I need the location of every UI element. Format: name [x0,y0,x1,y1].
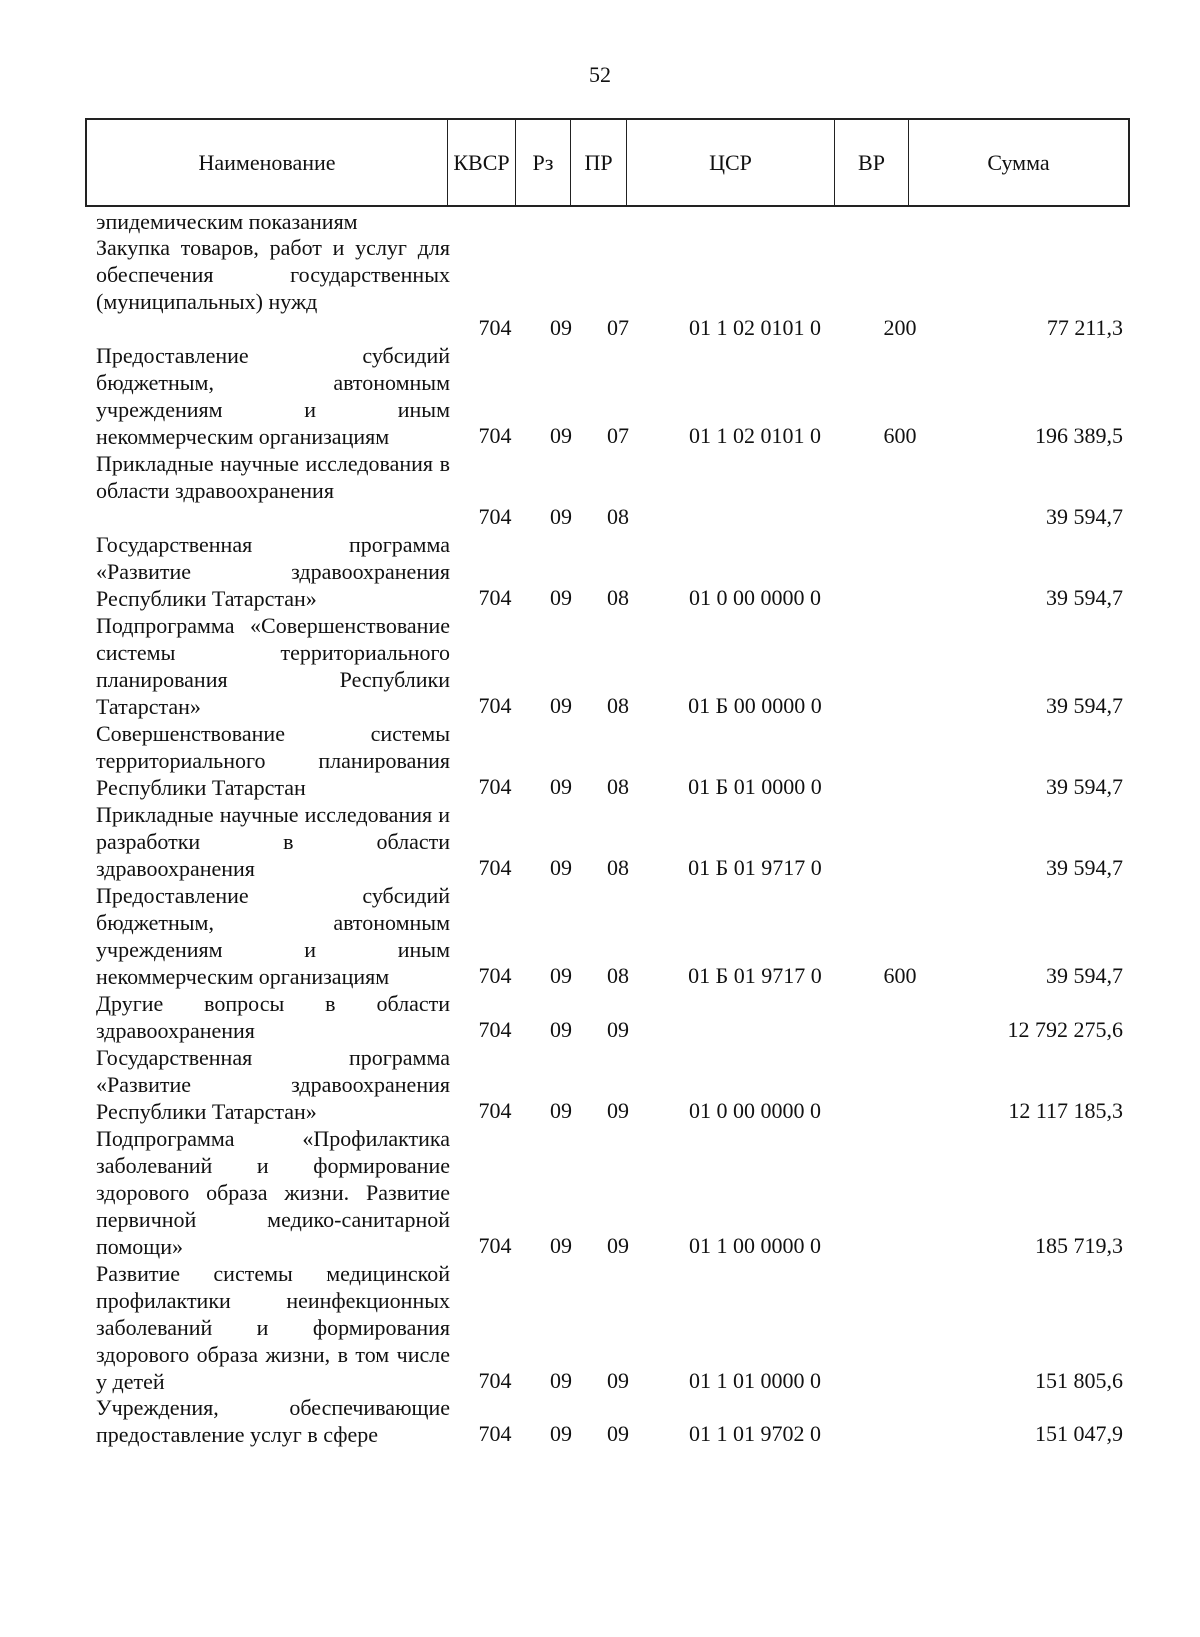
row-sum: 39 594,7 [1046,855,1123,880]
row-sum: 39 594,7 [1046,585,1123,610]
row-csr: 01 1 02 0101 0 [689,423,821,448]
row-sum: 39 594,7 [1046,774,1123,799]
header-csr: ЦСР [627,120,835,205]
row-codes [0,584,1200,611]
row-rz: 09 [550,1233,572,1258]
row-sum: 12 792 275,6 [1007,1017,1123,1042]
row-codes [0,1097,1200,1124]
row-pr: 09 [607,1017,629,1042]
row-csr: 01 Б 01 9717 0 [688,855,822,880]
row-csr: 01 Б 01 0000 0 [688,774,822,799]
header-sum: Сумма [987,149,1050,175]
row-rz: 09 [550,585,572,610]
row-kvsr: 704 [478,693,512,718]
header-kvsr: КВСР [448,120,516,205]
row-csr: 01 1 02 0101 0 [689,315,821,340]
row-rz: 09 [550,855,572,880]
row-sum: 39 594,7 [1046,504,1123,529]
row-kvsr: 704 [478,585,512,610]
row-pr: 08 [607,693,629,718]
row-rz: 09 [550,693,572,718]
row-codes [0,962,1200,989]
row-sum: 39 594,7 [1046,693,1123,718]
row-name: Государственная программа «Развитие здравоохранения Республики Татарстан» [96,532,450,611]
row-kvsr: 704 [478,1017,512,1042]
row-rz: 09 [550,1421,572,1446]
row-pr: 07 [607,423,629,448]
row-pr: 09 [607,1421,629,1446]
row-codes [0,503,1200,530]
row-csr: 01 Б 00 0000 0 [688,693,822,718]
row-kvsr: 704 [478,315,512,340]
row-pr: 08 [607,585,629,610]
row-sum: 77 211,3 [1046,315,1123,340]
row-kvsr: 704 [478,1098,512,1123]
header-rz: Рз [516,120,571,205]
row-name: Закупка товаров, работ и услуг для обеспечения государственных (муниципальных) нужд [96,235,450,314]
row-sum: 151 047,9 [1035,1421,1123,1446]
row-sum: 196 389,5 [1035,423,1123,448]
row-codes [0,773,1200,800]
row-codes [0,692,1200,719]
row-sum: 185 719,3 [1035,1233,1123,1258]
row-rz: 09 [550,1098,572,1123]
row-kvsr: 704 [478,1368,512,1393]
row-name: Государственная программа «Развитие здравоохранения Республики Татарстан» [96,1045,450,1124]
row-codes [0,1232,1200,1259]
row-rz: 09 [550,963,572,988]
row-csr: 01 0 00 0000 0 [689,585,821,610]
row-sum: 151 805,6 [1035,1368,1123,1393]
row-name: эпидемическим показаниям [96,209,358,234]
row-pr: 08 [607,855,629,880]
row-name: Подпрограмма «Профилактика заболеваний и формирование здорового образа жизни. Развитие первичной медико-санитарной помощи» [96,1126,450,1259]
row-name: Прикладные научные исследования и разработки в области здравоохранения [96,802,450,881]
row-csr: 01 Б 01 9717 0 [688,963,822,988]
row-csr: 01 0 00 0000 0 [689,1098,821,1123]
row-name: Учреждения, обеспечивающие предоставление услуг в сфере [96,1395,450,1447]
row-name: Подпрограмма «Совершенствование системы территориального планирования Республики Татарстан» [96,613,450,719]
header-vr: ВР [835,120,909,205]
row-rz: 09 [550,504,572,529]
row-pr: 09 [607,1233,629,1258]
row-kvsr: 704 [478,1421,512,1446]
row-pr: 07 [607,315,629,340]
row-vr: 200 [883,315,917,340]
row-kvsr: 704 [478,504,512,529]
row-codes [0,314,1200,341]
row-kvsr: 704 [478,774,512,799]
row-codes [0,1420,1200,1447]
row-csr: 01 1 01 0000 0 [689,1368,821,1393]
row-codes [0,854,1200,881]
row-kvsr: 704 [478,1233,512,1258]
row-name: Другие вопросы в области здравоохранения [96,991,450,1043]
row-kvsr: 704 [478,963,512,988]
page-number: 52 [589,62,611,87]
row-name: Предоставление субсидий бюджетным, автономным учреждениям и иным некоммерческим организациям [96,883,450,989]
header-name: Наименование [87,120,448,205]
row-rz: 09 [550,774,572,799]
row-pr: 08 [607,504,629,529]
row-codes [0,422,1200,449]
row-kvsr: 704 [478,423,512,448]
row-name: Предоставление субсидий бюджетным, автономным учреждениям и иным некоммерческим организациям [96,343,450,449]
row-name: Прикладные научные исследования в области здравоохранения [96,451,450,503]
table-header [85,118,1130,207]
row-codes [0,1016,1200,1043]
row-rz: 09 [550,1017,572,1042]
row-pr: 09 [607,1098,629,1123]
row-rz: 09 [550,315,572,340]
row-vr: 600 [883,423,917,448]
header-pr: ПР [571,120,627,205]
row-name: Развитие системы медицинской профилактики неинфекционных заболеваний и формирования здорового образа жизни, в том числе у детей [96,1261,450,1394]
row-name: Совершенствование системы территориального планирования Республики Татарстан [96,721,450,800]
row-pr: 08 [607,963,629,988]
row-rz: 09 [550,423,572,448]
row-pr: 08 [607,774,629,799]
row-sum: 39 594,7 [1046,963,1123,988]
row-kvsr: 704 [478,855,512,880]
row-codes [0,1367,1200,1394]
row-rz: 09 [550,1368,572,1393]
row-sum: 12 117 185,3 [1008,1098,1123,1123]
row-pr: 09 [607,1368,629,1393]
row-vr: 600 [883,963,917,988]
row-csr: 01 1 00 0000 0 [689,1233,821,1258]
row-csr: 01 1 01 9702 0 [689,1421,821,1446]
